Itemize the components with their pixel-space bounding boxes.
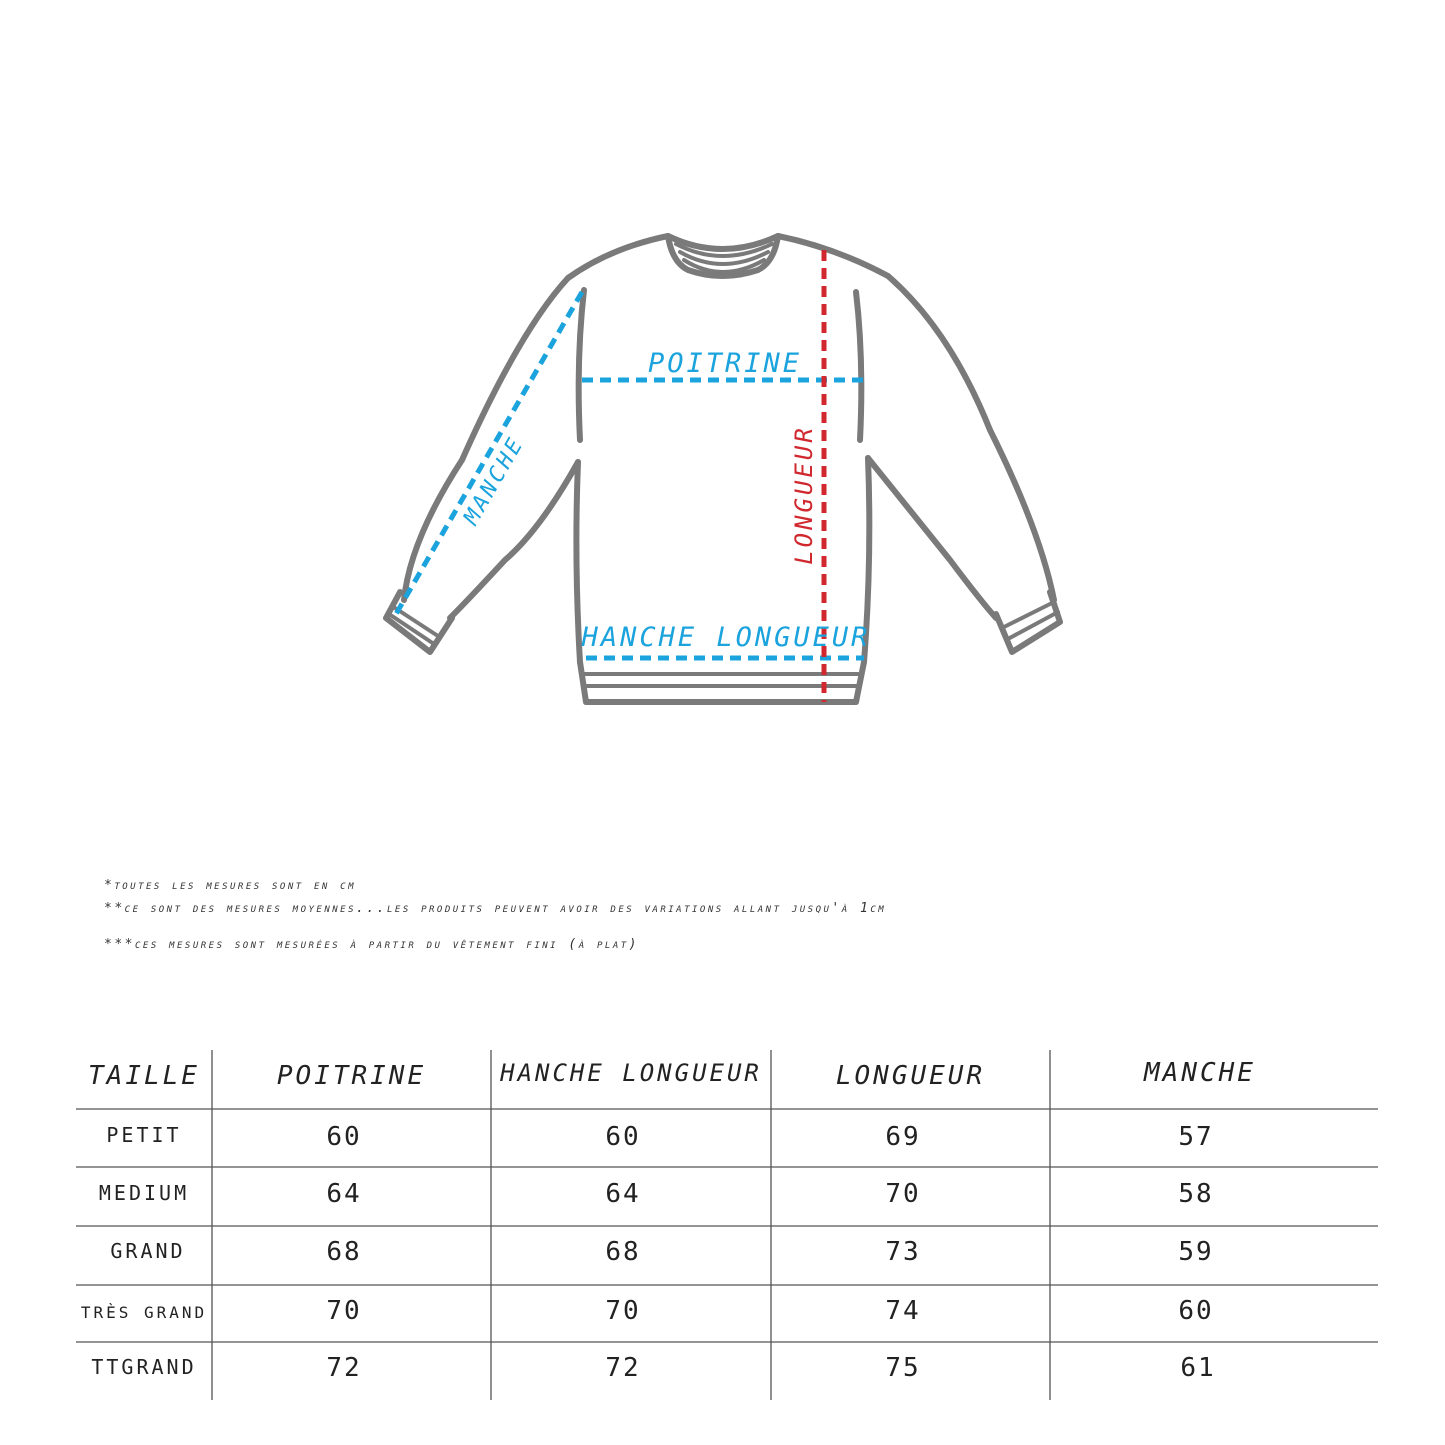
cell-value: 72 [326, 1353, 362, 1383]
cell-value: 60 [326, 1122, 362, 1152]
cell-value: 64 [605, 1179, 641, 1209]
row-size-label: TRÈS GRAND [80, 1303, 208, 1322]
cell-value: 68 [605, 1237, 641, 1267]
cell-value: 59 [1178, 1237, 1214, 1267]
cell-value: 61 [1180, 1353, 1216, 1383]
note-3: ***ces mesures sont mesurées à partir du vêtement fini (à plat) [104, 937, 639, 952]
chest-label: POITRINE [647, 348, 803, 379]
cell-value: 74 [885, 1296, 921, 1326]
row-size-label: TTGRAND [91, 1355, 197, 1379]
header-hip: HANCHE LONGUEUR [500, 1059, 762, 1087]
cell-value: 70 [885, 1179, 921, 1209]
row-size-label: PETIT [106, 1123, 182, 1147]
sleeve-label: MANCHE [459, 432, 530, 530]
cell-value: 69 [885, 1122, 921, 1152]
header-size: TAILLE [88, 1061, 200, 1091]
note-1: *toutes les mesures sont en cm [104, 878, 357, 893]
cell-value: 70 [605, 1296, 641, 1326]
cell-value: 70 [326, 1296, 362, 1326]
cell-value: 57 [1178, 1122, 1214, 1152]
row-size-label: MEDIUM [98, 1181, 190, 1205]
length-label: LONGUEUR [790, 425, 818, 565]
cell-value: 64 [326, 1179, 362, 1209]
header-chest: POITRINE [276, 1061, 427, 1091]
cell-value: 60 [1178, 1296, 1214, 1326]
cell-value: 73 [885, 1237, 921, 1267]
header-sleeve: MANCHE [1144, 1058, 1256, 1088]
sleeve-measure-line [396, 292, 582, 614]
cell-value: 58 [1178, 1179, 1214, 1209]
cell-value: 72 [605, 1353, 641, 1383]
hip-label: HANCHE LONGUEUR [581, 622, 871, 653]
cell-value: 60 [605, 1122, 641, 1152]
note-2: **ce sont des mesures moyennes...les produits peuvent avoir des variations allant jusqu'à 1cm [104, 901, 887, 916]
cell-value: 68 [326, 1237, 362, 1267]
header-length: LONGUEUR [835, 1061, 986, 1091]
cell-value: 75 [885, 1353, 921, 1383]
row-size-label: GRAND [110, 1239, 186, 1263]
